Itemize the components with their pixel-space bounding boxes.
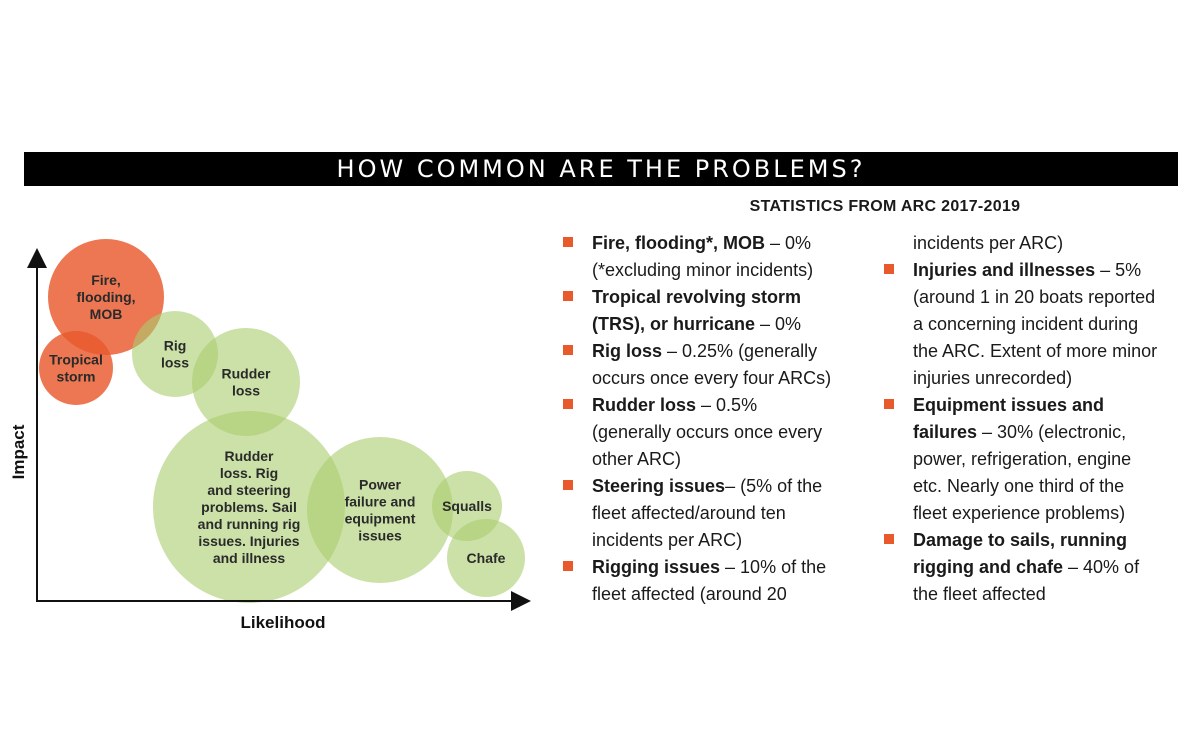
- stat-line: power, refrigeration, engine: [913, 449, 1132, 469]
- bullet-square-icon: [563, 480, 573, 490]
- stat-item-right-0: [884, 257, 1184, 392]
- stat-continuation: incidents per ARC): [913, 233, 1064, 253]
- bubble-label-rudder-loss: Rudder loss: [221, 365, 271, 399]
- stat-line: other ARC): [592, 449, 682, 469]
- stat-line: the ARC. Extent of more minor: [913, 341, 1158, 361]
- stat-item-right-1: [884, 392, 1184, 527]
- stat-item-left-4: [563, 473, 863, 554]
- stat-line: Damage to sails, running: [913, 530, 1128, 550]
- stat-line: Steering issues– (5% of the: [592, 476, 823, 496]
- banner-title: HOW COMMON ARE THE PROBLEMS?: [24, 152, 1178, 186]
- stat-line: Rigging issues – 10% of the: [592, 557, 827, 577]
- stat-line: Equipment issues and: [913, 395, 1105, 415]
- stat-line: failures – 30% (electronic,: [913, 422, 1127, 442]
- bubble-label-rig-loss: Rig loss: [160, 337, 190, 371]
- stat-line: the fleet affected: [913, 584, 1046, 604]
- stat-line: (around 1 in 20 boats reported: [913, 287, 1156, 307]
- x-axis-label: Likelihood: [240, 613, 326, 632]
- stat-line: Rig loss – 0.25% (generally: [592, 341, 818, 361]
- stat-line: Tropical revolving storm: [592, 287, 802, 307]
- bullet-square-icon: [563, 399, 573, 409]
- bubble-label-rudder-steering-injuries: Rudder loss. Rig and steering problems. Sail and running rig issues. Injuries and illness: [197, 448, 301, 566]
- bullet-square-icon: [563, 345, 573, 355]
- bullet-square-icon: [563, 291, 573, 301]
- bullet-square-icon: [884, 399, 894, 409]
- stat-line: a concerning incident during: [913, 314, 1139, 334]
- statistics-subtitle: STATISTICS FROM ARC 2017-2019: [749, 198, 1021, 215]
- stat-item-left-3: [563, 392, 863, 473]
- stat-item-left-5: [563, 554, 863, 608]
- stat-line: occurs once every four ARCs): [592, 368, 832, 388]
- stats-column-right: [884, 230, 1184, 608]
- stat-line: fleet affected (around 20: [592, 584, 787, 604]
- stats-column-left: [563, 230, 863, 608]
- stat-line: (TRS), or hurricane – 0%: [592, 314, 802, 334]
- stat-item-left-1: [563, 284, 863, 338]
- stat-item-left-2: [563, 338, 863, 392]
- stat-line: fleet experience problems): [913, 503, 1126, 523]
- stat-item-left-0: [563, 230, 863, 284]
- stat-line: (generally occurs once every: [592, 422, 823, 442]
- stat-line: fleet affected/around ten: [592, 503, 786, 523]
- stat-line: Rudder loss – 0.5%: [592, 395, 758, 415]
- bullet-square-icon: [884, 534, 894, 544]
- bullet-square-icon: [563, 237, 573, 247]
- bullet-square-icon: [884, 264, 894, 274]
- stat-line: incidents per ARC): [592, 530, 743, 550]
- bubble-label-squalls: Squalls: [442, 498, 492, 514]
- bubble-label-tropical-storm: Tropical storm: [49, 351, 103, 385]
- stat-line: etc. Nearly one third of the: [913, 476, 1125, 496]
- stat-line: (*excluding minor incidents): [592, 260, 814, 280]
- bubble-label-chafe: Chafe: [466, 550, 506, 566]
- y-axis-label: Impact: [9, 424, 28, 480]
- stat-line: Fire, flooding*, MOB – 0%: [592, 233, 812, 253]
- stat-line: rigging and chafe – 40% of: [913, 557, 1140, 577]
- bullet-square-icon: [563, 561, 573, 571]
- bubble-group: [39, 239, 525, 603]
- bubble-label-power-equipment: Power failure and equipment issues: [344, 476, 416, 544]
- stat-line: Injuries and illnesses – 5%: [913, 260, 1142, 280]
- stat-line: injuries unrecorded): [913, 368, 1073, 388]
- risk-bubble-diagram: [0, 230, 545, 650]
- bubble-label-fire-flooding-mob: Fire, flooding, MOB: [76, 272, 136, 322]
- stat-item-right-2: [884, 527, 1184, 608]
